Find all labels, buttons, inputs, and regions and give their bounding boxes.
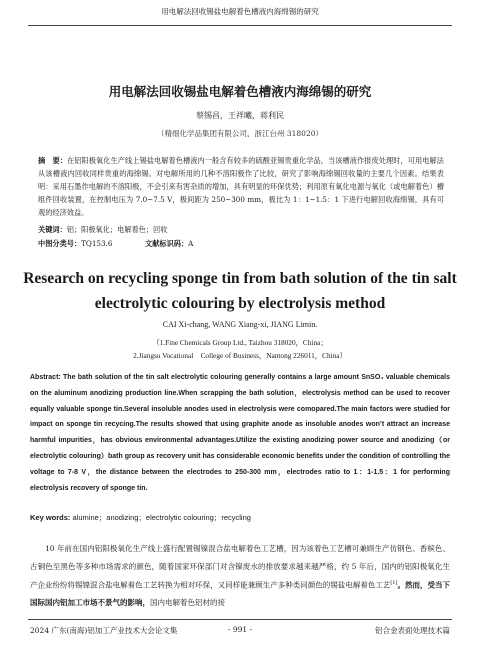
title-en: Research on recycling sponge tin from bath solution of the tin salt electrolytic colouring by electrolysis method (23, 270, 457, 312)
authors-en: CAI Xi-chang, WANG Xiang-xi, JIANG Limin. (162, 320, 318, 329)
abstract-cn (38, 154, 444, 219)
body-part-1: 10 年前在国内铝阳极氧化生产线上盛行配置锡镍混合盐电解着色工艺槽，因为该着色工艺槽可兼顾生产仿钢色、香槟色、古铜色至黑色等多种市场需求的颜色，随着国家环保部门对含镍废水的排放要求越来越严格，约 5 年后，国内的铝阳极氧化生产企业纷纷将锡镍混合盐电解着色工艺转换为相对环保，又同样能兼顾生产多种类同颜色的锡盐电解着色工艺 (30, 544, 450, 590)
clc-value: TQ153.6 (81, 239, 113, 248)
affiliation-en-2: 2.Jiangsu Vocational College of Business，Nantong 226011，China） (133, 351, 347, 360)
affiliation-en-1: （1.Fine Chemicals Group Ltd., Taizhou 318020，China； (152, 338, 328, 347)
body-text-cn (30, 540, 450, 612)
body-bold: 。然而，受当下国际国内铝加工市场不景气的影响， (30, 580, 451, 607)
affiliation-cn: （精细化学品集团有限公司，浙江台州 318020） (156, 129, 323, 138)
title-cn: 用电解法回收锡盐电解着色槽液内海绵锡的研究 (108, 84, 372, 99)
footer-page-number: - 991 - (227, 625, 253, 634)
abstract-cn-text: 在铝阳极氧化生产线上锡盐电解着色槽液内一般含有较多的硫酸亚锡贵重化学品，当该槽液作报废处理时，可用电解法从该槽液内回收同样贵重的海绵锡。对电解所用的几种不溶阳极作了比较，研究了影响海绵锡回收量的主要几个因素。结果表明：采用石墨作电解的不溶阳极，不会引来有害杂质的增加，具有明显的环保优势；利用原有氧化电源与氧化（或电解着色）槽组件回收装置，在控制电压为 7.0~7.5 V，极间距为 250~300 mm，极比为 1：1~1.5：1 下进行电解回收海绵锡，具有可观的经济效益。 (38, 156, 444, 217)
doc-code-value: A (188, 239, 194, 248)
doc-code-label: 文献标识码： (145, 239, 189, 248)
classification-row (38, 237, 444, 250)
keywords-en-text: alumine；anodizing；electrolytic colouring；recycling (72, 513, 251, 522)
abstract-en-label: Abstract: (30, 374, 61, 381)
footer-right: 铝合金表面处理技术篇 (375, 626, 450, 635)
running-header: 用电解法回收锡盐电解着色槽液内海绵锡的研究 (161, 7, 319, 16)
keywords-en-label: Key words: (30, 513, 71, 522)
footer-rule (28, 619, 452, 620)
abstract-cn-label: 摘 要： (38, 156, 68, 165)
authors-cn: 蔡锡昌，王祥曦，蒋利民 (196, 111, 284, 120)
affiliations-en (0, 336, 480, 362)
keywords-cn-label: 关键词： (38, 225, 67, 234)
body-part-2: 国内电解着色铝材的接 (150, 598, 225, 607)
clc-label: 中图分类号： (38, 239, 82, 248)
header-rule (28, 25, 452, 26)
abstract-en-text: The bath solution of the tin salt electrolytic colouring generally contains a large amount SnSO₄ valuable chemicals on the aluminum anodizing production line.When scrapping the bath solution，electrolysis method can be used to recover equally valuable sponge tin.Several insoluble anodes used in electrolysis were comopared.The main factors were studied for impact on sponge tin recycing.The results showed that using graphite anode as insoluble anodes won’t attract an increase harmful impurities，has obvious environmental advantages.Utilize the existing anodizing power source and anodizing（or electrolytic colouring）bath group as recovery unit has considerable economic benefits under the condition of controlling the voltage to 7-8 V，the distance between the electrodes to 250-300 mm，electrodes ratio to 1：1-1.5：1 for performing electrolysis recovery of sponge tin. (30, 374, 450, 492)
footer-left: 2024 广东(南海)铝加工产业技术大会论文集 (30, 626, 178, 635)
body-citation: [1] (390, 580, 398, 586)
keywords-cn (38, 223, 444, 236)
abstract-en (30, 370, 450, 496)
keywords-en (30, 512, 251, 523)
keywords-cn-text: 铝；阳极氧化；电解着色；回收 (66, 225, 168, 234)
